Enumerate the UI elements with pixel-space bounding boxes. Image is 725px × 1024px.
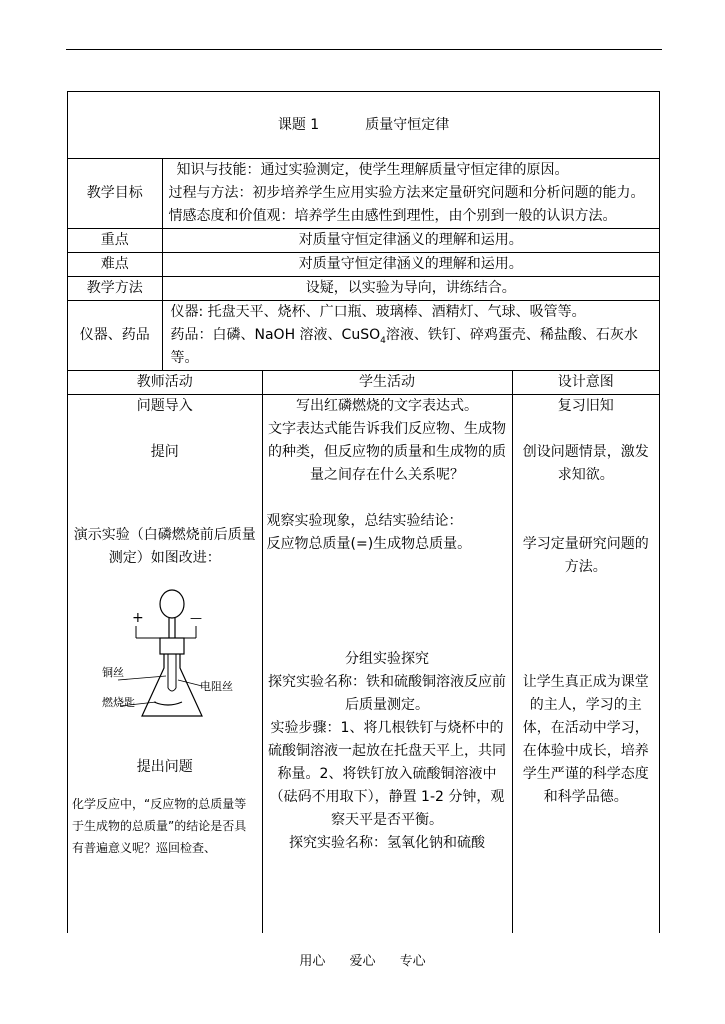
- objective-attitude: 情感态度和价值观：培养学生由感性到理性，由个别到一般的认识方法。: [168, 208, 617, 224]
- lesson-topic: 质量守恒定律: [365, 116, 450, 133]
- chemicals-text: 药品：白磷、NaOH 溶液、CuSO$_4$溶液、铁钉、碎鸡蛋壳、稀盐酸、石灰水等。: [170, 327, 638, 366]
- key-point-label: 重点: [68, 229, 162, 253]
- lesson-title: [68, 92, 659, 159]
- student-observe: 观察实验现象，总结实验结论：: [266, 513, 463, 529]
- footer-b: 爱心: [349, 954, 376, 969]
- resistor-label: 电阻丝: [200, 680, 233, 693]
- student-exp1-name: 探究实验名称：铁和硫酸铜溶液反应前后质量测定。: [268, 674, 506, 713]
- student-question: 文字表达式能告诉我们反应物、生成物的种类，但反应物的质量和生成物的质量之间存在什么关系呢？: [268, 421, 506, 483]
- intent-column: [512, 395, 659, 934]
- student-write: 写出红磷燃烧的文字表达式。: [296, 398, 478, 414]
- lesson-plan-table: [67, 91, 660, 933]
- student-conclusion: 反应物总质量(=)生成物总质量。: [266, 536, 472, 552]
- student-exp2-name: 探究实验名称：氢氧化钠和硫酸: [289, 835, 485, 851]
- teacher-activity: [68, 395, 262, 934]
- equipment-content: [162, 301, 659, 371]
- footer-c: 专心: [399, 954, 426, 969]
- teacher-intro: 问题导入: [136, 398, 193, 414]
- col-student-header: 学生活动: [262, 371, 512, 395]
- stopper-icon: [160, 638, 184, 654]
- intent-review: 复习旧知: [557, 398, 614, 414]
- intent-learn: 学习定量研究问题的方法。: [522, 536, 649, 575]
- teacher-raise-question: 提出问题: [136, 759, 193, 775]
- objectives-label: 教学目标: [68, 159, 162, 229]
- student-exp1-steps: 实验步骤：1、将几根铁钉与烧杯中的硫酸铜溶液一起放在托盘天平上，共同称量。2、将铁钉放入硫酸铜溶液中（砝码不用取下），静置 1-2 分钟，观察天平是否平衡。: [268, 720, 506, 828]
- plus-label: +: [132, 610, 144, 626]
- objective-process: 过程与方法：初步培养学生应用实验方法来定量研究问题和分析问题的能力。: [168, 185, 645, 201]
- copper-wire-label: 铜丝: [102, 666, 124, 679]
- objective-knowledge: 知识与技能：通过实验测定，使学生理解质量守恒定律的原因。: [176, 162, 569, 178]
- objectives-content: [162, 159, 659, 229]
- teacher-ask: 提问: [150, 444, 179, 460]
- minus-label: —: [190, 611, 202, 625]
- lesson-number: 课题 1: [277, 116, 320, 133]
- difficulty-label: 难点: [68, 253, 162, 277]
- method-label: 教学方法: [68, 277, 162, 301]
- method-text: 设疑，以实验为导向，讲练结合。: [162, 277, 659, 301]
- header-rule: [66, 49, 662, 50]
- balloon-icon: [160, 590, 184, 618]
- instruments-text: 仪器: 托盘天平、烧杯、广口瓶、玻璃棒、酒精灯、气球、吸管等。: [170, 304, 586, 320]
- page-footer: [0, 950, 725, 969]
- flask-apparatus-figure: [102, 576, 252, 726]
- difficulty-text: 对质量守恒定律涵义的理解和运用。: [162, 253, 659, 277]
- equipment-label: 仪器、药品: [68, 301, 162, 371]
- footer-a: 用心: [299, 954, 326, 969]
- spoon-label: 燃烧匙: [102, 696, 135, 709]
- teacher-question-text: 化学反应中，“反应物的总质量等于生成物的总质量”的结论是否具有普遍意义呢？巡回检查、: [72, 797, 247, 855]
- flask-icon: [142, 654, 202, 716]
- intent-student-main: 让学生真正成为课堂的主人，学习的主体，在活动中学习，在体验中成长，培养学生严谨的科学态度和科学品德。: [522, 674, 649, 805]
- col-teacher-header: 教师活动: [68, 371, 262, 395]
- teacher-demo: 演示实验（白磷燃烧前后质量测定）如图改进：: [73, 527, 256, 566]
- student-group: 分组实验探究: [345, 651, 429, 667]
- key-point-text: 对质量守恒定律涵义的理解和运用。: [162, 229, 659, 253]
- student-activity: [262, 395, 512, 934]
- intent-create: 创设问题情景，激发求知欲。: [522, 444, 649, 483]
- col-intent-header: 设计意图: [512, 371, 659, 395]
